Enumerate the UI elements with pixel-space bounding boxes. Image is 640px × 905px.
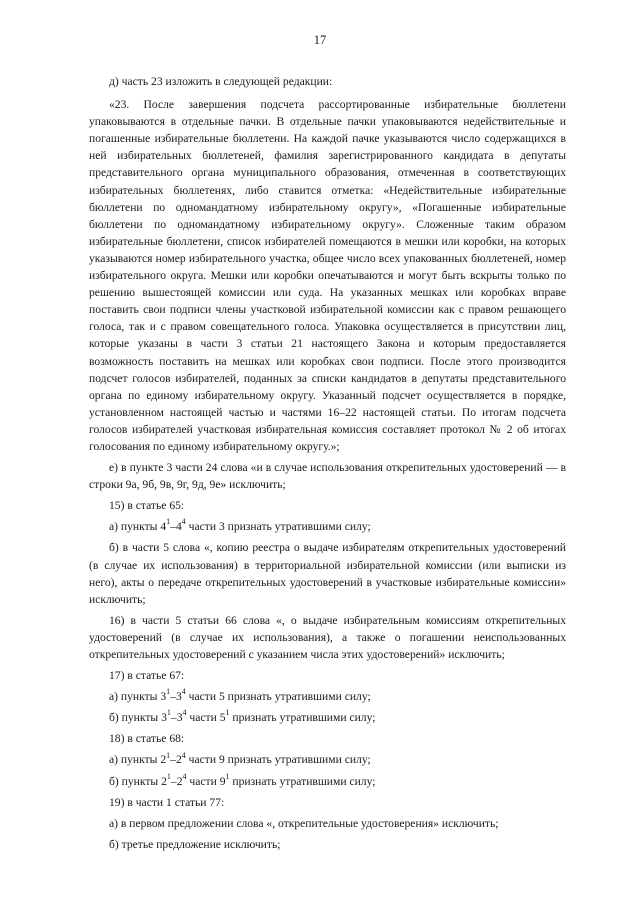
item-15: 15) в статье 65:	[109, 499, 185, 513]
item-18: 18) в статье 68:	[109, 732, 185, 746]
paragraph-d: д) часть 23 изложить в следующей редакции:	[109, 75, 333, 88]
item-19: 19) в части 1 статьи 77:	[109, 795, 225, 809]
item-15b: б) в части 5 слова «, копию реестра о выдаче избирателям открепительных удостоверений (в случае их использования) в территориальной избирательной комиссии (или выписки из него), акты о передаче открепительных удостоверений в участковые избирательные комиссии» исключить;	[89, 541, 566, 606]
item-18a: а) пункты $2^1-2^4$ части 9 признать утратившими силу;	[109, 750, 371, 767]
item-17a: а) пункты $3^1-3^4$ части 5 признать утратившими силу;	[109, 687, 371, 704]
item-17: 17) в статье 67:	[109, 669, 185, 683]
item-18b: б) пункты $2^1-2^4$ части $9^1$ признать утратившими силу;	[109, 771, 376, 788]
paragraph-article-23: «23. После завершения подсчета рассортированные избирательные бюллетени упаковываются в отдельные пачки. В отдельные пачки упаковываются недействительные и погашенные избирательные бюллетени. На каждой пачке указываются число содержащихся в ней избирательных бюллетеней, фамилия зарегистрированного кандидата в депутаты представительного органа муниципального образования, отмеченная в соответствующих избирательных бюллетенях, либо ставится отметка: «Недействительные избирательные бюллетени по одномандатному избирательному округу», «Погашенные избирательные бюллетени по одномандатному избирательному округу». Сложенные таким образом избирательные бюллетени, список избирателей помещаются в мешки или коробки, на которых указываются номер избирательного участка, общее число всех упакованных бюллетеней, номер избирательного округа. Мешки или коробки опечатываются и могут быть вскрыты только по решению вышестоящей комиссии или суда. На указанных мешках или коробках вправе поставить свои подписи члены участковой избирательной комиссии как с правом решающего голоса, так и с правом совещательного голоса. Упаковка осуществляется в присутствии лиц, которые указаны в части 3 статьи 21 настоящего Закона и которым предоставляется возможность поставить на мешках или коробках свои подписи. После этого производится подсчет голосов избирателей, поданных за списки кандидатов в депутаты представительного органа по единому избирательному округу. Указанный подсчет осуществляется в порядке, установленном настоящей частью и частями 16–22 настоящей статьи. По итогам подсчета голосов избирателей участковая избирательная комиссия составляет протокол № 2 об итогах голосования по единому избирательному округу.»;	[89, 98, 566, 453]
item-19b: б) третье предложение исключить;	[109, 837, 281, 851]
item-19a: а) в первом предложении слова «, открепительные удостоверения» исключить;	[109, 816, 499, 830]
document-body	[89, 73, 566, 853]
page-number: 17	[313, 33, 327, 47]
paragraph-e: е) в пункте 3 части 24 слова «и в случае использования открепительных удостоверений — в строки 9а, 9б, 9в, 9г, 9д, 9е» исключить;	[89, 461, 566, 492]
item-16: 16) в части 5 статьи 66 слова «, о выдаче избирательным комиссиям открепительных удостоверений (в случае их использования), а также о погашении неиспользованных открепительных удостоверений с указанием числа этих удостоверений» исключить;	[89, 613, 566, 661]
item-17b: б) пункты $3^1-3^4$ части $5^1$ признать утратившими силу;	[109, 708, 376, 725]
item-15a: а) пункты $4^1-4^4$ части 3 признать утратившими силу;	[109, 517, 371, 534]
